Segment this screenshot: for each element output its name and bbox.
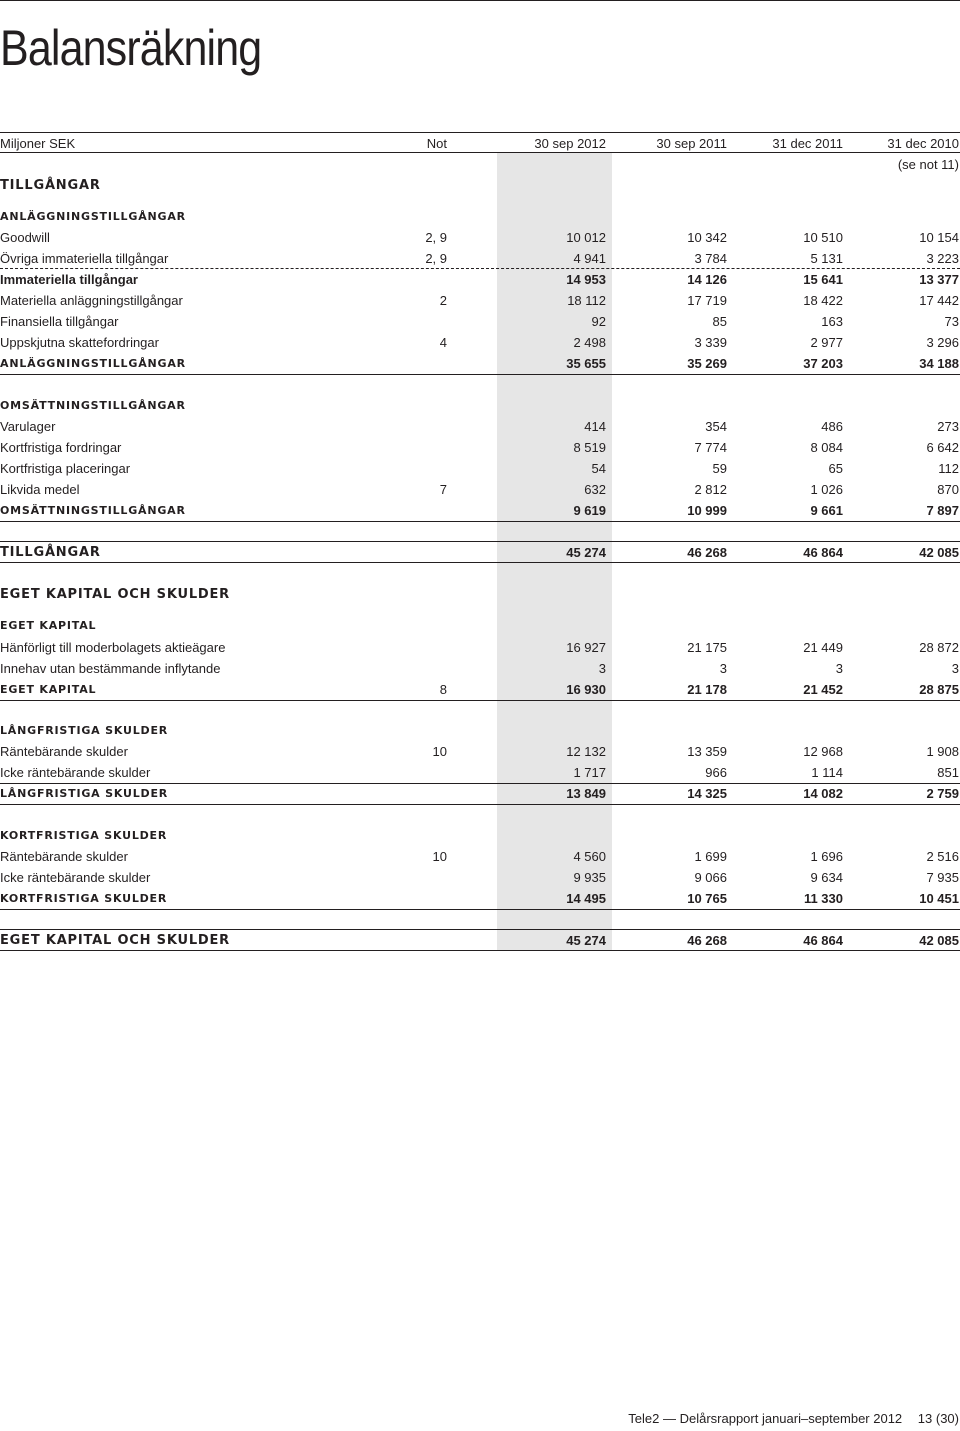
header-col-4-note: (se not 11) <box>897 157 959 172</box>
table-row <box>0 637 960 658</box>
row-divider <box>0 700 960 701</box>
row-value-col-4: 28 872 <box>919 640 959 655</box>
table-row <box>0 395 960 416</box>
row-value-col-1: 8 519 <box>573 440 606 455</box>
row-label: ANLÄGGNINGSTILLGÅNGAR <box>0 357 186 370</box>
row-value-col-2: 17 719 <box>687 293 727 308</box>
row-value-col-3: 12 968 <box>803 744 843 759</box>
footer-text: Tele2 — Delårsrapport januari–september 2012 <box>628 1411 903 1426</box>
table-row <box>0 332 960 353</box>
table-row <box>0 479 960 500</box>
row-value-col-4: 3 223 <box>926 251 959 266</box>
row-value-col-3: 21 449 <box>803 640 843 655</box>
row-value-col-1: 18 112 <box>567 293 606 308</box>
row-value-col-1: 2 498 <box>573 335 606 350</box>
table-row <box>0 458 960 479</box>
row-value-col-2: 85 <box>712 314 727 329</box>
row-label: EGET KAPITAL OCH SKULDER <box>0 933 230 948</box>
row-label: Innehav utan bestämmande inflytande <box>0 661 221 676</box>
row-value-col-4: 6 642 <box>926 440 959 455</box>
row-value-col-2: 35 269 <box>687 356 727 371</box>
row-value-col-3: 9 634 <box>810 870 843 885</box>
row-value-col-1: 45 274 <box>566 545 606 560</box>
dashed-divider <box>0 268 960 269</box>
row-label: TILLGÅNGAR <box>0 178 101 193</box>
row-value-col-1: 12 132 <box>566 744 606 759</box>
row-label: Varulager <box>0 419 56 434</box>
row-note: 4 <box>439 335 447 350</box>
row-value-col-4: 112 <box>938 461 959 476</box>
row-value-col-2: 14 126 <box>687 272 727 287</box>
row-value-col-2: 3 784 <box>694 251 727 266</box>
row-value-col-4: 13 377 <box>919 272 959 287</box>
table-row <box>0 353 960 374</box>
row-value-col-2: 7 774 <box>694 440 727 455</box>
row-label: KORTFRISTIGA SKULDER <box>0 829 168 842</box>
table-row <box>0 416 960 437</box>
row-label: Kortfristiga placeringar <box>0 461 131 476</box>
row-value-col-4: 34 188 <box>919 356 959 371</box>
row-divider <box>0 541 960 542</box>
row-label: Materiella anläggningstillgångar <box>0 293 183 308</box>
table-row <box>0 584 960 605</box>
row-divider <box>0 783 960 784</box>
row-label: Räntebärande skulder <box>0 744 128 759</box>
row-value-col-1: 16 927 <box>566 640 606 655</box>
table-row <box>0 269 960 290</box>
row-note: 2, 9 <box>425 230 447 245</box>
row-value-col-1: 14 495 <box>566 891 606 906</box>
row-value-col-2: 1 699 <box>694 849 727 864</box>
row-value-col-2: 10 765 <box>687 891 727 906</box>
row-divider <box>0 804 960 805</box>
row-value-col-4: 73 <box>944 314 959 329</box>
row-value-col-1: 414 <box>584 419 606 434</box>
row-label: Icke räntebärande skulder <box>0 765 151 780</box>
row-label: Finansiella tillgångar <box>0 314 119 329</box>
header-col-3: 31 dec 2011 <box>772 136 843 151</box>
row-label: LÅNGFRISTIGA SKULDER <box>0 787 169 800</box>
row-divider <box>0 950 960 951</box>
row-value-col-3: 46 864 <box>803 933 843 948</box>
row-label: Immateriella tillgångar <box>0 272 138 287</box>
row-label: Övriga immateriella tillgångar <box>0 251 169 266</box>
row-value-col-3: 8 084 <box>810 440 843 455</box>
row-value-col-1: 10 012 <box>566 230 606 245</box>
row-label: OMSÄTTNINGSTILLGÅNGAR <box>0 399 186 412</box>
row-value-col-2: 13 359 <box>687 744 727 759</box>
row-label: Likvida medel <box>0 482 80 497</box>
table-row <box>0 930 960 951</box>
top-rule <box>0 0 960 1</box>
row-value-col-4: 7 897 <box>926 503 959 518</box>
table-row <box>0 888 960 909</box>
row-value-col-3: 1 026 <box>810 482 843 497</box>
row-value-col-4: 7 935 <box>926 870 959 885</box>
table-row <box>0 846 960 867</box>
row-label: KORTFRISTIGA SKULDER <box>0 892 168 905</box>
table-row <box>0 867 960 888</box>
table-row <box>0 437 960 458</box>
row-value-col-1: 9 619 <box>573 503 606 518</box>
row-value-col-1: 632 <box>584 482 606 497</box>
row-value-col-3: 11 330 <box>803 891 843 906</box>
row-divider <box>0 929 960 930</box>
row-label: OMSÄTTNINGSTILLGÅNGAR <box>0 504 186 517</box>
row-value-col-1: 16 930 <box>566 682 606 697</box>
row-value-col-4: 3 296 <box>926 335 959 350</box>
table-row <box>0 248 960 269</box>
row-note: 10 <box>432 744 447 759</box>
row-label: ANLÄGGNINGSTILLGÅNGAR <box>0 210 186 223</box>
table-row <box>0 679 960 700</box>
row-divider <box>0 562 960 563</box>
row-value-col-3: 2 977 <box>810 335 843 350</box>
row-divider <box>0 909 960 910</box>
table-row <box>0 615 960 636</box>
row-value-col-4: 10 451 <box>919 891 959 906</box>
row-note: 2 <box>439 293 447 308</box>
row-value-col-4: 10 154 <box>919 230 959 245</box>
row-value-col-1: 3 <box>598 661 606 676</box>
row-label: Kortfristiga fordringar <box>0 440 122 455</box>
row-value-col-3: 486 <box>821 419 843 434</box>
row-value-col-3: 1 696 <box>810 849 843 864</box>
header-col-1: 30 sep 2012 <box>534 136 606 151</box>
row-note: 7 <box>439 482 447 497</box>
row-value-col-2: 21 178 <box>687 682 727 697</box>
row-value-col-3: 21 452 <box>803 682 843 697</box>
table-row <box>0 227 960 248</box>
header-note: Not <box>426 136 447 151</box>
row-value-col-2: 3 <box>719 661 727 676</box>
table-row <box>0 175 960 196</box>
table-row <box>0 825 960 846</box>
row-value-col-2: 21 175 <box>687 640 727 655</box>
row-label: Goodwill <box>0 230 50 245</box>
row-value-col-1: 9 935 <box>573 870 606 885</box>
table-row <box>0 783 960 804</box>
row-value-col-4: 2 759 <box>926 786 959 801</box>
row-value-col-2: 2 812 <box>694 482 727 497</box>
row-value-col-3: 37 203 <box>803 356 843 371</box>
page-footer <box>628 1411 959 1426</box>
row-value-col-3: 15 641 <box>803 272 843 287</box>
row-value-col-2: 14 325 <box>687 786 727 801</box>
row-value-col-3: 163 <box>821 314 843 329</box>
row-note: 2, 9 <box>425 251 447 266</box>
row-label: Hänförligt till moderbolagets aktieägare <box>0 640 226 655</box>
row-value-col-3: 10 510 <box>803 230 843 245</box>
header-col-4: 31 dec 2010 <box>887 136 959 151</box>
row-value-col-3: 1 114 <box>811 765 843 780</box>
row-value-col-2: 966 <box>705 765 727 780</box>
row-value-col-2: 9 066 <box>694 870 727 885</box>
row-value-col-4: 3 <box>951 661 959 676</box>
page-number: 13 (30) <box>917 1411 959 1426</box>
table-row <box>0 542 960 563</box>
row-value-col-2: 10 342 <box>687 230 727 245</box>
table-row <box>0 311 960 332</box>
row-label: Uppskjutna skattefordringar <box>0 335 159 350</box>
table-row <box>0 500 960 521</box>
row-divider <box>0 374 960 375</box>
row-value-col-1: 92 <box>591 314 606 329</box>
row-value-col-3: 3 <box>835 661 843 676</box>
row-value-col-3: 5 131 <box>810 251 843 266</box>
row-value-col-4: 2 516 <box>926 849 959 864</box>
row-value-col-3: 18 422 <box>803 293 843 308</box>
row-label: EGET KAPITAL OCH SKULDER <box>0 587 230 602</box>
row-value-col-2: 3 339 <box>694 335 727 350</box>
row-label: EGET KAPITAL <box>0 619 97 632</box>
row-value-col-2: 59 <box>712 461 727 476</box>
row-value-col-1: 4 941 <box>573 251 606 266</box>
row-value-col-1: 4 560 <box>573 849 606 864</box>
row-value-col-4: 42 085 <box>919 933 959 948</box>
row-value-col-2: 354 <box>705 419 727 434</box>
row-value-col-1: 54 <box>591 461 606 476</box>
table-row <box>0 658 960 679</box>
table-header <box>0 132 960 153</box>
row-value-col-3: 65 <box>828 461 843 476</box>
row-note: 10 <box>432 849 447 864</box>
row-note: 8 <box>439 682 447 697</box>
header-col-2: 30 sep 2011 <box>656 136 727 151</box>
row-value-col-1: 13 849 <box>566 786 606 801</box>
row-value-col-4: 870 <box>937 482 959 497</box>
row-value-col-3: 14 082 <box>803 786 843 801</box>
table-row <box>0 720 960 741</box>
row-value-col-1: 35 655 <box>566 356 606 371</box>
row-value-col-3: 9 661 <box>810 503 843 518</box>
table-row <box>0 290 960 311</box>
row-label: EGET KAPITAL <box>0 683 97 696</box>
row-value-col-2: 46 268 <box>687 545 727 560</box>
row-value-col-4: 17 442 <box>919 293 959 308</box>
row-label: Icke räntebärande skulder <box>0 870 151 885</box>
row-label: TILLGÅNGAR <box>0 545 101 560</box>
row-value-col-3: 46 864 <box>803 545 843 560</box>
row-value-col-2: 10 999 <box>687 503 727 518</box>
header-row <box>0 133 960 154</box>
page-title: Balansräkning <box>0 20 262 76</box>
row-value-col-1: 1 717 <box>573 765 606 780</box>
row-value-col-4: 851 <box>937 765 959 780</box>
row-label: Räntebärande skulder <box>0 849 128 864</box>
row-value-col-4: 42 085 <box>919 545 959 560</box>
row-value-col-4: 1 908 <box>926 744 959 759</box>
row-value-col-4: 28 875 <box>919 682 959 697</box>
row-label: LÅNGFRISTIGA SKULDER <box>0 724 169 737</box>
row-divider <box>0 521 960 522</box>
table-row <box>0 741 960 762</box>
row-value-col-1: 45 274 <box>566 933 606 948</box>
table-row <box>0 762 960 783</box>
row-value-col-1: 14 953 <box>566 272 606 287</box>
table-row <box>0 206 960 227</box>
header-label: Miljoner SEK <box>0 136 76 151</box>
row-value-col-4: 273 <box>937 419 959 434</box>
row-value-col-2: 46 268 <box>687 933 727 948</box>
